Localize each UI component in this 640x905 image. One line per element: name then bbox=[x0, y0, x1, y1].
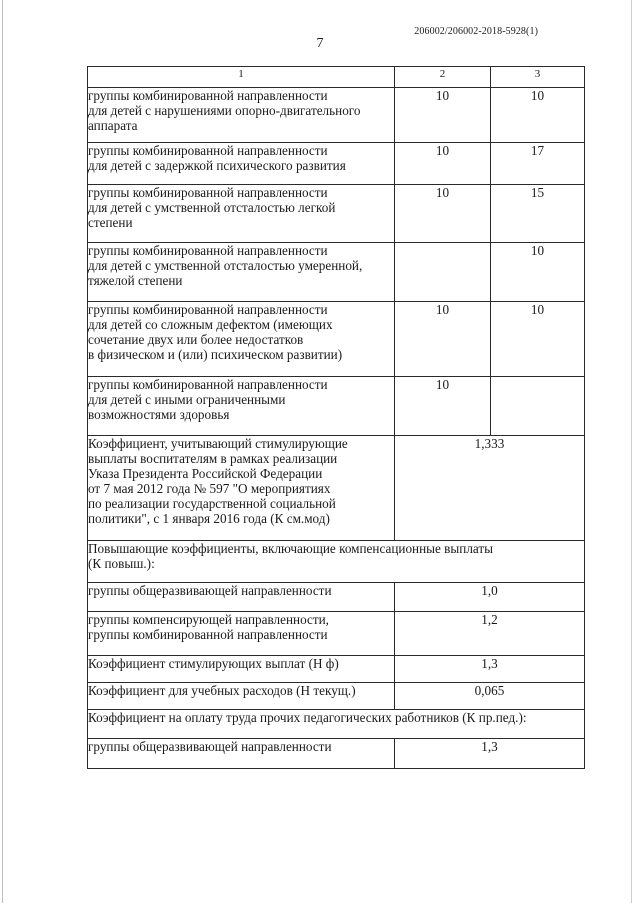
row-label: Коэффициент стимулирующих выплат (Н ф) bbox=[88, 656, 395, 683]
row-label bbox=[88, 612, 395, 656]
document-number: 206002/206002-2018-5928(1) bbox=[414, 26, 538, 37]
table-row bbox=[88, 143, 585, 185]
section-header-row bbox=[88, 541, 585, 583]
section-header-row bbox=[88, 710, 585, 739]
row-label-line: в физическом и (или) психическом развитии) bbox=[88, 347, 343, 362]
value-merged: 0,065 bbox=[395, 683, 585, 710]
value-col3: 17 bbox=[491, 143, 585, 185]
value-col2: 10 bbox=[395, 185, 491, 243]
row-label-line: для детей с задержкой психического развития bbox=[88, 158, 346, 173]
row-label-line: для детей с умственной отсталостью легкой bbox=[88, 200, 336, 215]
value-col2: 10 bbox=[395, 377, 491, 436]
table-row bbox=[88, 612, 585, 656]
table-row bbox=[88, 683, 585, 710]
row-label bbox=[88, 88, 395, 143]
row-label bbox=[88, 185, 395, 243]
row-label-line: для детей со сложным дефектом (имеющих bbox=[88, 317, 333, 332]
page-number: 7 bbox=[316, 36, 324, 51]
row-label-line: группы комбинированной направленности bbox=[88, 88, 328, 103]
row-label-line: группы комбинированной направленности bbox=[88, 627, 328, 642]
row-label-line: группы комбинированной направленности bbox=[88, 243, 328, 258]
row-label bbox=[88, 377, 395, 436]
section-header bbox=[88, 541, 585, 583]
row-label bbox=[88, 436, 395, 541]
row-label-line: группы комбинированной направленности bbox=[88, 185, 328, 200]
section-header-line: Повышающие коэффициенты, включающие компенсационные выплаты bbox=[88, 541, 494, 556]
row-label: Коэффициент для учебных расходов (Н текущ.) bbox=[88, 683, 395, 710]
value-col3: 15 bbox=[491, 185, 585, 243]
row-label-line: для детей с нарушениями опорно-двигательного bbox=[88, 103, 361, 118]
table-row bbox=[88, 436, 585, 541]
header-cell-1: 1 bbox=[88, 67, 395, 88]
row-label-line: от 7 мая 2012 года № 597 "О мероприятиях bbox=[88, 481, 331, 496]
row-label-line: группы общеразвивающей направленности bbox=[88, 583, 332, 598]
table-row bbox=[88, 243, 585, 302]
value-merged: 1,333 bbox=[395, 436, 585, 541]
row-label bbox=[88, 243, 395, 302]
table-row bbox=[88, 739, 585, 769]
row-label-line: группы комбинированной направленности bbox=[88, 377, 328, 392]
row-label-line: для детей с умственной отсталостью умеренной, bbox=[88, 258, 363, 273]
header-cell-2: 2 bbox=[395, 67, 491, 88]
row-label bbox=[88, 302, 395, 377]
row-label-line: для детей с иными ограниченными bbox=[88, 392, 286, 407]
value-merged: 1,0 bbox=[395, 583, 585, 612]
row-label-line: Коэффициент, учитывающий стимулирующие bbox=[88, 436, 348, 451]
value-col2: 10 bbox=[395, 143, 491, 185]
value-col2: 10 bbox=[395, 302, 491, 377]
section-header: Коэффициент на оплату труда прочих педагогических работников (К пр.пед.): bbox=[88, 710, 585, 739]
row-label-line: политики", с 1 января 2016 года (К см.мод) bbox=[88, 511, 330, 526]
value-col3 bbox=[491, 377, 585, 436]
row-label-line: тяжелой степени bbox=[88, 273, 183, 288]
row-label-line: степени bbox=[88, 215, 133, 230]
row-label-line: сочетание двух или более недостатков bbox=[88, 332, 304, 347]
row-label-line: аппарата bbox=[88, 118, 138, 133]
table-row bbox=[88, 185, 585, 243]
row-label-line: по реализации государственной социальной bbox=[88, 496, 336, 511]
row-label-line: возможностями здоровья bbox=[88, 407, 230, 422]
value-col2 bbox=[395, 243, 491, 302]
value-col2: 10 bbox=[395, 88, 491, 143]
value-col3: 10 bbox=[491, 243, 585, 302]
value-merged: 1,2 bbox=[395, 612, 585, 656]
row-label: группы общеразвивающей направленности bbox=[88, 739, 395, 769]
row-label-line: выплаты воспитателям в рамках реализации bbox=[88, 451, 338, 466]
coefficients-table bbox=[87, 66, 585, 769]
table-row bbox=[88, 302, 585, 377]
header-cell-3: 3 bbox=[491, 67, 585, 88]
value-merged: 1,3 bbox=[395, 739, 585, 769]
value-merged: 1,3 bbox=[395, 656, 585, 683]
value-col3: 10 bbox=[491, 302, 585, 377]
row-label-line: Указа Президента Российской Федерации bbox=[88, 466, 323, 481]
row-label bbox=[88, 583, 395, 612]
value-col3: 10 bbox=[491, 88, 585, 143]
row-label-line: группы комбинированной направленности bbox=[88, 302, 328, 317]
table-row bbox=[88, 583, 585, 612]
table-header-row bbox=[88, 67, 585, 88]
section-header-line: (К повыш.): bbox=[88, 556, 155, 571]
row-label bbox=[88, 143, 395, 185]
table-row bbox=[88, 377, 585, 436]
table-row bbox=[88, 88, 585, 143]
table-row bbox=[88, 656, 585, 683]
row-label-line: группы компенсирующей направленности, bbox=[88, 612, 329, 627]
row-label-line: группы комбинированной направленности bbox=[88, 143, 328, 158]
